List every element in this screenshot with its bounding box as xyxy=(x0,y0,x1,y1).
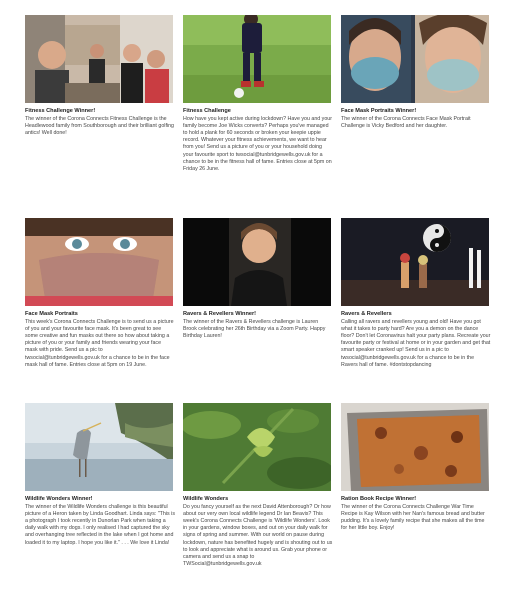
card-text: The winner of the Corona Connects Face Mask Portrait Challenge is Vicky Bedford and her daughter. xyxy=(341,115,471,129)
football-photo[interactable] xyxy=(183,15,331,103)
card-text: The winner of the Corona Connects Challenge War Time Recipe is Kay Wilson with her Nan's famous bread and butter pudding. It's a lovely family recipe that she makes all the time for her little boy. Enjoy! xyxy=(341,503,485,532)
card-face-mask-winner xyxy=(341,15,491,130)
card-title[interactable]: Wildlife Wonders Winner! xyxy=(25,496,93,502)
card-title[interactable]: Fitness Challenge Winner! xyxy=(25,108,96,114)
card-fitness-winner xyxy=(25,15,175,137)
card-title[interactable]: Face Mask Portraits xyxy=(25,311,78,317)
pudding-photo[interactable] xyxy=(341,403,489,491)
zoom-party-photo[interactable] xyxy=(183,218,331,306)
card-text: This week's Corona Connects Challenge is to send us a picture of you and your favourite face mask. It's been great to see some creative and fun masks out there so how about taking a picture of you or your family and friends wearing your face mask with pride. Send us a pic to twsocial@tunbridgewells.gov.uk for a chance to be in the face mask hall of fame. Entries close at 5pm on 19 June. xyxy=(25,318,174,368)
card-text: The winner of the Wildlife Wonders challenge is this beautiful picture of a Heron taken by Linda Goodhart. Linda says: "This is a photograph I took recently in Dunorlan Park when taking a daily walk with my dogs. I only realised I had captured the sky and overhanging tree reflected in the lake when I got home and loaded it to my laptop. I hope you like it." . . . We love it Linda! xyxy=(25,503,175,546)
card-wildlife-wonders xyxy=(183,403,333,568)
card-ration-book-winner xyxy=(341,403,491,532)
card-text: The winner of the Ravers & Revellers challenge is Lauren Brook celebrating her 26th Birthday via a Zoom Party. Happy Birthday Lauren! xyxy=(183,318,326,339)
card-title[interactable]: Wildlife Wonders xyxy=(183,496,229,502)
card-text: Calling all ravers and revellers young and old! Have you got what it takes to party hard? Are you a demon on the dance floor? Don't let Coronavirus halt your party plans. Recreate your favourite party or festival at home or in your garden and get that smart speaker cranked up! Send us in a pic to twsocial@tunbridgewells.gov.uk for a chance to be in the Ravers hall of fame. #dontstopdancing xyxy=(341,318,491,368)
card-fitness-challenge xyxy=(183,15,333,173)
card-ravers-revellers xyxy=(341,218,491,369)
card-text: The winner of the Corona Connects Fitness Challenge is the Headlewood family from Southborough and their brilliant golfing antics! Well done! xyxy=(25,115,174,136)
heron-photo[interactable] xyxy=(25,403,173,491)
party-photo[interactable] xyxy=(341,218,489,306)
card-title[interactable]: Ration Book Recipe Winner! xyxy=(341,496,417,502)
card-title[interactable]: Face Mask Portraits Winner! xyxy=(341,108,417,114)
card-face-mask-portraits xyxy=(25,218,175,369)
card-title[interactable]: Ravers & Revellers xyxy=(341,311,392,317)
face-masks-photo[interactable] xyxy=(341,15,489,103)
card-title[interactable]: Ravers & Revellers Winner! xyxy=(183,311,257,317)
card-title[interactable]: Fitness Challenge xyxy=(183,108,231,114)
card-text: Do you fancy yourself as the next David Attenborough? Or how about our very own local wildlife legend Dr Ian Beavis? This week's Corona Connects Challenge is 'Wildlife Wonders'. Look in your gardens, window boxes, and out on your daily walk for signs of spring and summer. With our world on pause during lockdown, nature has benefited hugely and is shouting out to us to look and appreciate what is around us. Grab your phone or camera and send us a snap to TWSocial@tunbridgewells.gov.uk xyxy=(183,503,333,568)
card-ravers-winner xyxy=(183,218,333,340)
family-photo[interactable] xyxy=(25,15,173,103)
card-wildlife-winner xyxy=(25,403,175,547)
butterfly-photo[interactable] xyxy=(183,403,331,491)
sequin-mask-photo[interactable] xyxy=(25,218,173,306)
card-text: How have you kept active during lockdown? Have you and your family become Joe Wicks converts? Perhaps you've managed to hold a plank for 60 seconds or broken your keepie uppie record. Whatever your fitness achievements, we want to hear from you! Send us a picture of you or your household doing your favourite sport to twsocial@tunbridgewells.gov.uk for a chance to be in the fitness hall of fame. Entries close at 5pm on Friday 26 June. xyxy=(183,115,332,172)
